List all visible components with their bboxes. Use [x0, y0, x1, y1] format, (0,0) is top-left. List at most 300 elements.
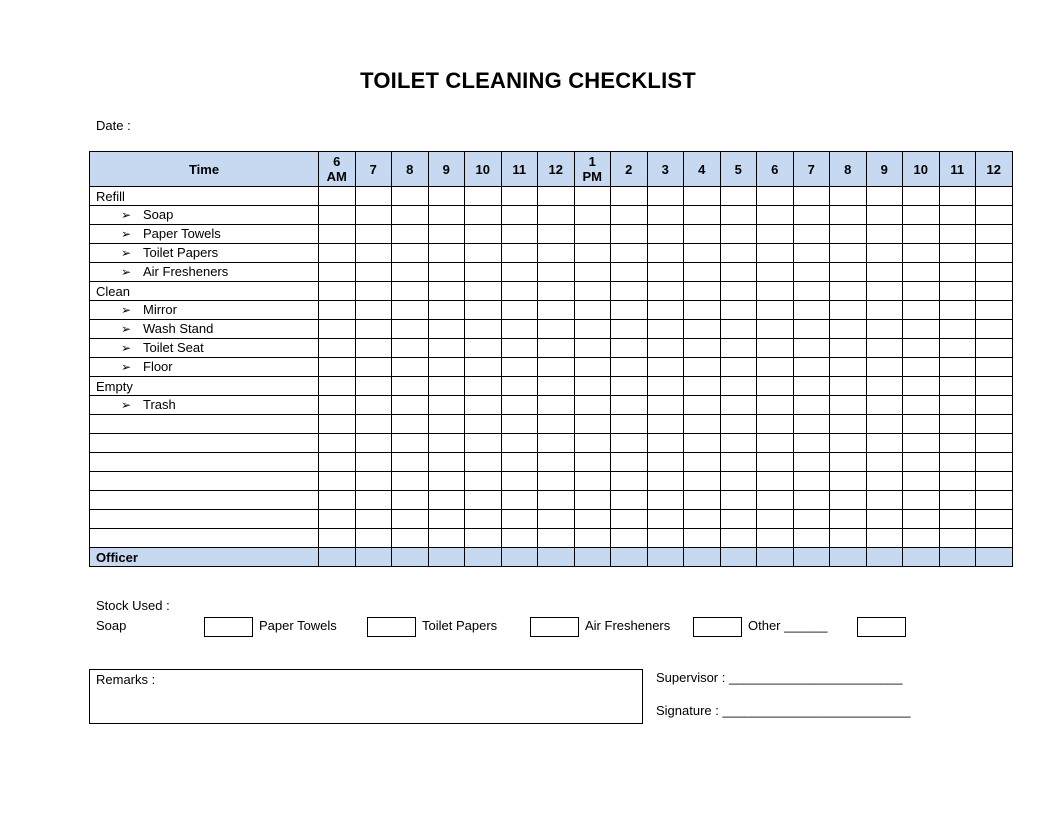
check-cell[interactable] [903, 358, 940, 377]
check-cell[interactable] [319, 434, 356, 453]
stock-paper-towels-box[interactable] [367, 617, 416, 637]
check-cell[interactable] [574, 320, 611, 339]
check-cell[interactable] [611, 358, 648, 377]
check-cell[interactable] [757, 510, 794, 529]
check-cell[interactable] [465, 510, 502, 529]
check-cell[interactable] [355, 548, 392, 567]
check-cell[interactable] [355, 472, 392, 491]
check-cell[interactable] [793, 396, 830, 415]
check-cell[interactable] [866, 301, 903, 320]
stock-toilet-papers-box[interactable] [530, 617, 579, 637]
check-cell[interactable] [428, 206, 465, 225]
check-cell[interactable] [355, 187, 392, 206]
check-cell[interactable] [501, 282, 538, 301]
check-cell[interactable] [976, 415, 1013, 434]
check-cell[interactable] [939, 472, 976, 491]
check-cell[interactable] [720, 491, 757, 510]
check-cell[interactable] [793, 472, 830, 491]
check-cell[interactable] [793, 529, 830, 548]
check-cell[interactable] [939, 377, 976, 396]
check-cell[interactable] [720, 225, 757, 244]
check-cell[interactable] [684, 225, 721, 244]
check-cell[interactable] [538, 472, 575, 491]
check-cell[interactable] [720, 301, 757, 320]
check-cell[interactable] [976, 396, 1013, 415]
check-cell[interactable] [866, 548, 903, 567]
check-cell[interactable] [611, 244, 648, 263]
check-cell[interactable] [647, 548, 684, 567]
check-cell[interactable] [939, 396, 976, 415]
check-cell[interactable] [903, 263, 940, 282]
check-cell[interactable] [793, 282, 830, 301]
check-cell[interactable] [866, 339, 903, 358]
check-cell[interactable] [866, 358, 903, 377]
check-cell[interactable] [830, 548, 867, 567]
check-cell[interactable] [574, 206, 611, 225]
check-cell[interactable] [392, 529, 429, 548]
check-cell[interactable] [355, 396, 392, 415]
check-cell[interactable] [319, 415, 356, 434]
check-cell[interactable] [939, 263, 976, 282]
check-cell[interactable] [428, 529, 465, 548]
check-cell[interactable] [538, 434, 575, 453]
check-cell[interactable] [538, 377, 575, 396]
check-cell[interactable] [574, 244, 611, 263]
check-cell[interactable] [574, 187, 611, 206]
check-cell[interactable] [939, 510, 976, 529]
check-cell[interactable] [720, 415, 757, 434]
check-cell[interactable] [866, 491, 903, 510]
check-cell[interactable] [830, 320, 867, 339]
check-cell[interactable] [684, 491, 721, 510]
check-cell[interactable] [538, 396, 575, 415]
check-cell[interactable] [611, 263, 648, 282]
stock-other-box[interactable] [857, 617, 906, 637]
check-cell[interactable] [684, 206, 721, 225]
check-cell[interactable] [903, 339, 940, 358]
check-cell[interactable] [684, 301, 721, 320]
check-cell[interactable] [392, 415, 429, 434]
check-cell[interactable] [830, 206, 867, 225]
check-cell[interactable] [903, 510, 940, 529]
check-cell[interactable] [939, 339, 976, 358]
check-cell[interactable] [355, 377, 392, 396]
check-cell[interactable] [830, 377, 867, 396]
check-cell[interactable] [392, 548, 429, 567]
check-cell[interactable] [903, 282, 940, 301]
check-cell[interactable] [428, 187, 465, 206]
check-cell[interactable] [574, 377, 611, 396]
check-cell[interactable] [976, 472, 1013, 491]
check-cell[interactable] [757, 453, 794, 472]
check-cell[interactable] [866, 244, 903, 263]
check-cell[interactable] [574, 358, 611, 377]
check-cell[interactable] [392, 225, 429, 244]
check-cell[interactable] [501, 472, 538, 491]
check-cell[interactable] [720, 358, 757, 377]
check-cell[interactable] [684, 377, 721, 396]
check-cell[interactable] [538, 263, 575, 282]
check-cell[interactable] [574, 225, 611, 244]
check-cell[interactable] [319, 529, 356, 548]
check-cell[interactable] [976, 187, 1013, 206]
check-cell[interactable] [793, 453, 830, 472]
check-cell[interactable] [392, 396, 429, 415]
check-cell[interactable] [866, 415, 903, 434]
check-cell[interactable] [355, 339, 392, 358]
check-cell[interactable] [392, 491, 429, 510]
check-cell[interactable] [793, 225, 830, 244]
check-cell[interactable] [465, 187, 502, 206]
check-cell[interactable] [866, 472, 903, 491]
check-cell[interactable] [501, 529, 538, 548]
check-cell[interactable] [647, 529, 684, 548]
check-cell[interactable] [684, 282, 721, 301]
check-cell[interactable] [647, 472, 684, 491]
check-cell[interactable] [720, 263, 757, 282]
check-cell[interactable] [392, 358, 429, 377]
check-cell[interactable] [392, 510, 429, 529]
check-cell[interactable] [611, 434, 648, 453]
check-cell[interactable] [793, 301, 830, 320]
check-cell[interactable] [976, 453, 1013, 472]
check-cell[interactable] [428, 301, 465, 320]
check-cell[interactable] [757, 491, 794, 510]
check-cell[interactable] [684, 320, 721, 339]
check-cell[interactable] [684, 187, 721, 206]
check-cell[interactable] [501, 510, 538, 529]
check-cell[interactable] [574, 339, 611, 358]
check-cell[interactable] [757, 320, 794, 339]
check-cell[interactable] [830, 358, 867, 377]
check-cell[interactable] [757, 415, 794, 434]
check-cell[interactable] [757, 187, 794, 206]
check-cell[interactable] [793, 320, 830, 339]
check-cell[interactable] [319, 206, 356, 225]
check-cell[interactable] [903, 320, 940, 339]
check-cell[interactable] [830, 282, 867, 301]
check-cell[interactable] [611, 453, 648, 472]
check-cell[interactable] [501, 453, 538, 472]
check-cell[interactable] [611, 510, 648, 529]
check-cell[interactable] [976, 491, 1013, 510]
check-cell[interactable] [355, 453, 392, 472]
check-cell[interactable] [428, 263, 465, 282]
check-cell[interactable] [355, 358, 392, 377]
check-cell[interactable] [793, 339, 830, 358]
check-cell[interactable] [574, 529, 611, 548]
check-cell[interactable] [720, 339, 757, 358]
check-cell[interactable] [793, 206, 830, 225]
check-cell[interactable] [538, 320, 575, 339]
check-cell[interactable] [392, 244, 429, 263]
check-cell[interactable] [392, 320, 429, 339]
check-cell[interactable] [574, 491, 611, 510]
check-cell[interactable] [757, 225, 794, 244]
check-cell[interactable] [903, 301, 940, 320]
check-cell[interactable] [355, 206, 392, 225]
check-cell[interactable] [319, 377, 356, 396]
check-cell[interactable] [903, 434, 940, 453]
check-cell[interactable] [501, 548, 538, 567]
check-cell[interactable] [392, 453, 429, 472]
check-cell[interactable] [830, 187, 867, 206]
check-cell[interactable] [611, 415, 648, 434]
check-cell[interactable] [757, 529, 794, 548]
check-cell[interactable] [684, 472, 721, 491]
check-cell[interactable] [538, 187, 575, 206]
check-cell[interactable] [319, 339, 356, 358]
check-cell[interactable] [684, 244, 721, 263]
check-cell[interactable] [465, 529, 502, 548]
check-cell[interactable] [720, 187, 757, 206]
check-cell[interactable] [538, 282, 575, 301]
check-cell[interactable] [465, 396, 502, 415]
check-cell[interactable] [355, 263, 392, 282]
check-cell[interactable] [465, 358, 502, 377]
check-cell[interactable] [538, 491, 575, 510]
check-cell[interactable] [793, 510, 830, 529]
check-cell[interactable] [501, 339, 538, 358]
check-cell[interactable] [574, 472, 611, 491]
check-cell[interactable] [392, 263, 429, 282]
check-cell[interactable] [720, 548, 757, 567]
check-cell[interactable] [647, 187, 684, 206]
check-cell[interactable] [793, 415, 830, 434]
check-cell[interactable] [647, 301, 684, 320]
check-cell[interactable] [757, 434, 794, 453]
check-cell[interactable] [866, 225, 903, 244]
check-cell[interactable] [501, 415, 538, 434]
check-cell[interactable] [757, 244, 794, 263]
check-cell[interactable] [574, 263, 611, 282]
check-cell[interactable] [428, 453, 465, 472]
check-cell[interactable] [793, 187, 830, 206]
check-cell[interactable] [465, 453, 502, 472]
check-cell[interactable] [830, 396, 867, 415]
check-cell[interactable] [428, 358, 465, 377]
check-cell[interactable] [720, 282, 757, 301]
check-cell[interactable] [757, 263, 794, 282]
check-cell[interactable] [830, 472, 867, 491]
check-cell[interactable] [355, 282, 392, 301]
check-cell[interactable] [939, 206, 976, 225]
check-cell[interactable] [611, 282, 648, 301]
check-cell[interactable] [501, 491, 538, 510]
check-cell[interactable] [611, 396, 648, 415]
check-cell[interactable] [538, 339, 575, 358]
check-cell[interactable] [830, 510, 867, 529]
check-cell[interactable] [830, 225, 867, 244]
check-cell[interactable] [319, 244, 356, 263]
check-cell[interactable] [355, 244, 392, 263]
check-cell[interactable] [574, 434, 611, 453]
check-cell[interactable] [647, 206, 684, 225]
check-cell[interactable] [647, 377, 684, 396]
check-cell[interactable] [538, 510, 575, 529]
check-cell[interactable] [830, 244, 867, 263]
check-cell[interactable] [939, 529, 976, 548]
check-cell[interactable] [465, 434, 502, 453]
check-cell[interactable] [538, 301, 575, 320]
check-cell[interactable] [574, 301, 611, 320]
check-cell[interactable] [574, 453, 611, 472]
check-cell[interactable] [939, 225, 976, 244]
check-cell[interactable] [428, 377, 465, 396]
check-cell[interactable] [428, 472, 465, 491]
check-cell[interactable] [319, 263, 356, 282]
check-cell[interactable] [757, 396, 794, 415]
check-cell[interactable] [465, 225, 502, 244]
check-cell[interactable] [939, 548, 976, 567]
check-cell[interactable] [720, 510, 757, 529]
check-cell[interactable] [757, 339, 794, 358]
check-cell[interactable] [319, 358, 356, 377]
check-cell[interactable] [684, 263, 721, 282]
check-cell[interactable] [428, 548, 465, 567]
check-cell[interactable] [720, 244, 757, 263]
check-cell[interactable] [428, 282, 465, 301]
check-cell[interactable] [684, 415, 721, 434]
check-cell[interactable] [939, 358, 976, 377]
check-cell[interactable] [903, 472, 940, 491]
check-cell[interactable] [501, 187, 538, 206]
check-cell[interactable] [720, 529, 757, 548]
check-cell[interactable] [319, 472, 356, 491]
check-cell[interactable] [866, 529, 903, 548]
check-cell[interactable] [976, 320, 1013, 339]
check-cell[interactable] [720, 206, 757, 225]
check-cell[interactable] [319, 491, 356, 510]
check-cell[interactable] [465, 206, 502, 225]
check-cell[interactable] [428, 396, 465, 415]
check-cell[interactable] [428, 225, 465, 244]
check-cell[interactable] [538, 358, 575, 377]
check-cell[interactable] [976, 301, 1013, 320]
check-cell[interactable] [465, 472, 502, 491]
check-cell[interactable] [830, 453, 867, 472]
check-cell[interactable] [793, 244, 830, 263]
check-cell[interactable] [793, 491, 830, 510]
check-cell[interactable] [501, 244, 538, 263]
check-cell[interactable] [866, 263, 903, 282]
check-cell[interactable] [428, 491, 465, 510]
check-cell[interactable] [538, 453, 575, 472]
check-cell[interactable] [319, 510, 356, 529]
check-cell[interactable] [757, 377, 794, 396]
check-cell[interactable] [939, 415, 976, 434]
check-cell[interactable] [611, 320, 648, 339]
check-cell[interactable] [501, 358, 538, 377]
check-cell[interactable] [939, 244, 976, 263]
check-cell[interactable] [939, 320, 976, 339]
check-cell[interactable] [611, 339, 648, 358]
check-cell[interactable] [830, 263, 867, 282]
check-cell[interactable] [501, 396, 538, 415]
check-cell[interactable] [684, 453, 721, 472]
check-cell[interactable] [684, 339, 721, 358]
check-cell[interactable] [355, 415, 392, 434]
check-cell[interactable] [793, 358, 830, 377]
check-cell[interactable] [319, 548, 356, 567]
check-cell[interactable] [684, 510, 721, 529]
check-cell[interactable] [647, 244, 684, 263]
check-cell[interactable] [465, 491, 502, 510]
check-cell[interactable] [720, 377, 757, 396]
check-cell[interactable] [355, 491, 392, 510]
check-cell[interactable] [647, 358, 684, 377]
check-cell[interactable] [611, 377, 648, 396]
check-cell[interactable] [392, 206, 429, 225]
check-cell[interactable] [465, 244, 502, 263]
remarks-box[interactable] [89, 669, 643, 724]
check-cell[interactable] [939, 453, 976, 472]
check-cell[interactable] [428, 244, 465, 263]
check-cell[interactable] [611, 491, 648, 510]
check-cell[interactable] [720, 396, 757, 415]
check-cell[interactable] [501, 377, 538, 396]
check-cell[interactable] [976, 225, 1013, 244]
check-cell[interactable] [830, 491, 867, 510]
check-cell[interactable] [793, 377, 830, 396]
check-cell[interactable] [757, 206, 794, 225]
check-cell[interactable] [830, 339, 867, 358]
check-cell[interactable] [574, 282, 611, 301]
check-cell[interactable] [976, 244, 1013, 263]
check-cell[interactable] [757, 358, 794, 377]
check-cell[interactable] [647, 320, 684, 339]
check-cell[interactable] [465, 377, 502, 396]
check-cell[interactable] [574, 415, 611, 434]
check-cell[interactable] [319, 225, 356, 244]
check-cell[interactable] [757, 301, 794, 320]
check-cell[interactable] [355, 225, 392, 244]
check-cell[interactable] [647, 282, 684, 301]
check-cell[interactable] [574, 510, 611, 529]
check-cell[interactable] [355, 301, 392, 320]
check-cell[interactable] [793, 548, 830, 567]
check-cell[interactable] [866, 510, 903, 529]
check-cell[interactable] [939, 301, 976, 320]
check-cell[interactable] [903, 396, 940, 415]
check-cell[interactable] [976, 206, 1013, 225]
check-cell[interactable] [647, 510, 684, 529]
check-cell[interactable] [392, 187, 429, 206]
check-cell[interactable] [392, 472, 429, 491]
check-cell[interactable] [611, 206, 648, 225]
check-cell[interactable] [611, 225, 648, 244]
check-cell[interactable] [903, 244, 940, 263]
check-cell[interactable] [866, 377, 903, 396]
check-cell[interactable] [830, 415, 867, 434]
check-cell[interactable] [611, 472, 648, 491]
check-cell[interactable] [903, 377, 940, 396]
check-cell[interactable] [319, 187, 356, 206]
check-cell[interactable] [538, 415, 575, 434]
check-cell[interactable] [428, 415, 465, 434]
check-cell[interactable] [501, 434, 538, 453]
check-cell[interactable] [903, 453, 940, 472]
check-cell[interactable] [465, 548, 502, 567]
check-cell[interactable] [866, 206, 903, 225]
check-cell[interactable] [720, 472, 757, 491]
check-cell[interactable] [428, 339, 465, 358]
check-cell[interactable] [647, 491, 684, 510]
check-cell[interactable] [501, 263, 538, 282]
check-cell[interactable] [939, 491, 976, 510]
check-cell[interactable] [720, 453, 757, 472]
check-cell[interactable] [647, 396, 684, 415]
